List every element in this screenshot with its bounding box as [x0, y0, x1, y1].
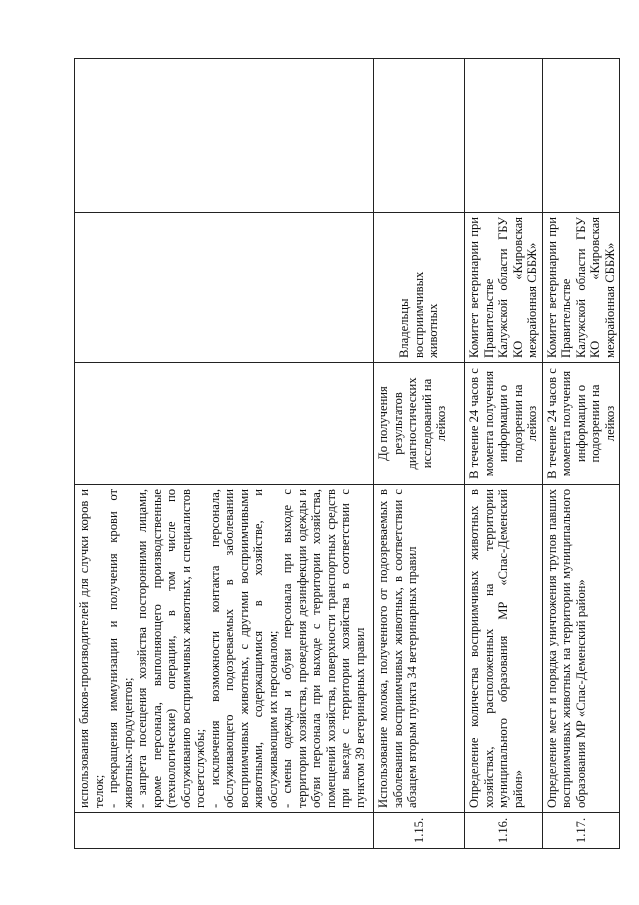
term-cell: В течение 24 часов с момента получения информации о подозрении на лейкоз [542, 363, 620, 485]
row-number: 1.17. [542, 813, 620, 849]
action-cell: Определение мест и порядка уничтожения трупов павших восприимчивых животных на территории муниципального образования МР «Спас-Деменский район» [542, 485, 620, 813]
executor-cell [75, 213, 374, 363]
measures-table [74, 58, 620, 849]
executor-cell: Комитет ветеринарии при Правительстве Калужской области ГБУ КО «Кировская межрайонная СББЖ» [542, 213, 620, 363]
justification-cell [465, 59, 543, 213]
justification-cell [75, 59, 374, 213]
executor-cell: Комитет ветеринарии при Правительстве Калужской области ГБУ КО «Кировская межрайонная СББЖ» [465, 213, 543, 363]
row-number [75, 813, 374, 849]
action-line: - исключения возможности контакта персонала, обслуживающего подозреваемых в заболевании восприимчивых животных, с другими восприимчивыми животными, содержащимися в хозяйстве, и обслуживающим их персоналом; [207, 489, 280, 808]
action-cell: Определение количества восприимчивых животных в хозяйствах, расположенных на территории муниципального образования МР «Спас-Деменский район» [465, 485, 543, 813]
table-row [374, 59, 465, 849]
justification-cell [542, 59, 620, 213]
action-line: - смены одежды и обуви персонала при выходе с территории хозяйства, проведения дезинфекции одежды и обуви персонала при выходе с территории хозяйства, помещений хозяйства, поверхности транспортных средств при выезде с территории хозяйства в соответствии с пунктом 39 ветеринарных правил [280, 489, 367, 808]
action-cell [75, 485, 374, 813]
term-cell: До получения результатов диагностических исследований на лейкоз [374, 363, 465, 485]
action-line: - прекращения иммунизации и получения крови от животных-продуцентов; [106, 489, 135, 808]
table-row [75, 59, 374, 849]
term-cell [75, 363, 374, 485]
row-number: 1.15. [374, 813, 465, 849]
term-cell: В течение 24 часов с момента получения информации о подозрении на лейкоз [465, 363, 543, 485]
executor-cell: Владельцы восприимчивых животных [374, 213, 465, 363]
table-row [542, 59, 620, 849]
action-line: - запрета посещения хозяйства посторонними лицами, кроме персонала, выполняющего производственные (технологические) операции, в том числе по обслуживанию восприимчивых животных, и специалистов госветслужбы; [135, 489, 207, 808]
action-line: использования быков-производителей для случки коров и телок; [77, 489, 106, 808]
row-number: 1.16. [465, 813, 543, 849]
action-cell: Использование молока, полученного от подозреваемых в заболевании восприимчивых животных, в соответствии с абзацем вторым пункта 34 ветеринарных правил [374, 485, 465, 813]
table-row [465, 59, 543, 849]
justification-cell [374, 59, 465, 213]
